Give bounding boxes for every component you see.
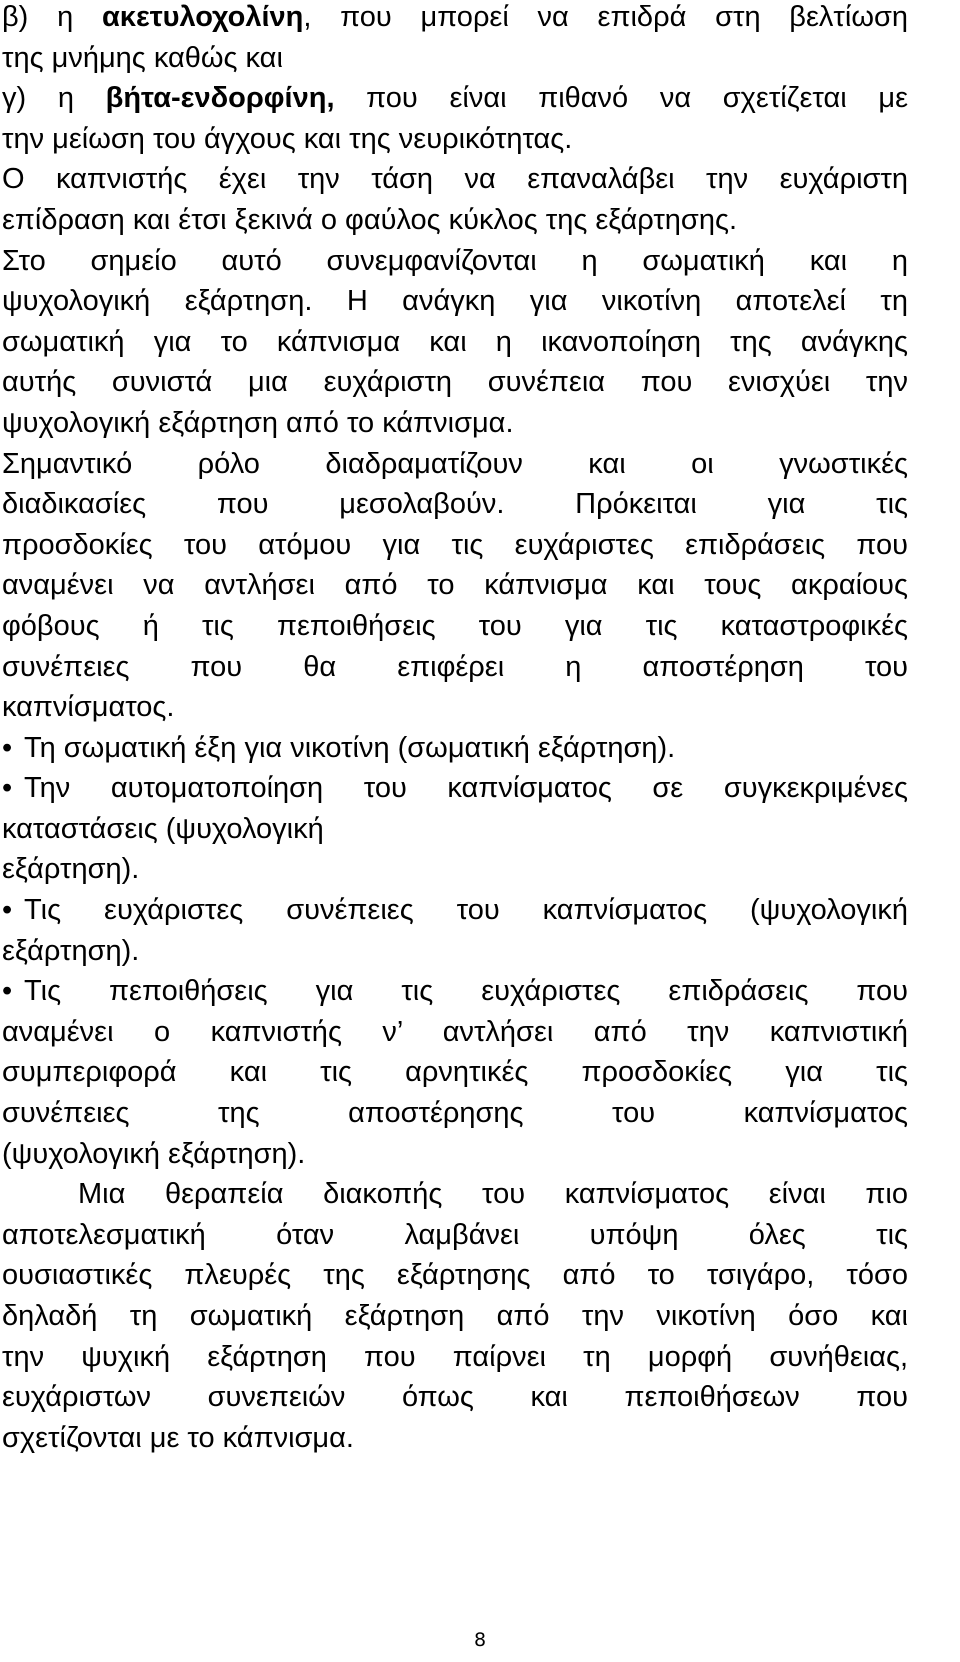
text-span: Τις πεποιθήσεις για τις ευχάριστες επιδράσεις που (24, 975, 908, 1008)
bullet-item (2, 728, 908, 769)
text-line (2, 728, 908, 769)
text-line: συνέπειες της αποστέρησης του καπνίσματος (2, 1097, 908, 1130)
text-span: Τις ευχάριστες συνέπειες του καπνίσματος (ψυχολογική (24, 894, 908, 927)
page-number: 8 (473, 1629, 487, 1651)
bold-term: ακετυλοχολίνη (101, 1, 304, 33)
text-line: προσδοκίες του ατόμου για τις ευχάριστες επιδράσεις που (2, 528, 908, 561)
text-span: β) η (2, 1, 102, 33)
text-line: ψυχολογική εξάρτηση. Η ανάγκη για νικοτίνη αποτελεί τη (2, 285, 908, 318)
text-line: ουσιαστικές πλευρές της εξάρτησης από το τσιγάρο, τόσο (2, 1259, 908, 1292)
bullet-item (2, 971, 908, 1174)
text-line (2, 971, 908, 1012)
paragraph-therapy (2, 1174, 908, 1458)
text-line: ευχάριστων συνεπειών όπως και πεποιθήσεων που (2, 1381, 908, 1414)
text-line: καπνίσματος. (2, 691, 175, 724)
paragraph-beta-endorphin (2, 78, 908, 159)
bold-term: βήτα-ενδορφίνη, (105, 82, 335, 115)
paragraph-acetylcholine (2, 0, 908, 78)
paragraph-vicious-cycle (2, 159, 908, 240)
text-line: σχετίζονται με το κάπνισμα. (2, 1421, 354, 1454)
text-line (2, 0, 908, 38)
text-line: καταστάσεις (ψυχολογική (2, 812, 324, 845)
text-line: δηλαδή τη σωματική εξάρτηση από την νικοτίνη όσο και (2, 1300, 908, 1332)
text-line: Σημαντικό ρόλο διαδραματίζουν και οι γνωστικές (2, 447, 908, 480)
text-span: γ) η (2, 82, 106, 115)
paragraph-dependence (2, 241, 908, 444)
bullet-marker-icon: • (2, 894, 13, 927)
text-line: την μείωση του άγχους και της νευρικότητας. (2, 122, 573, 155)
text-line: εξάρτηση). (2, 853, 140, 886)
text-span: Τη σωματική έξη για νικοτίνη (σωματική εξάρτηση). (24, 731, 676, 764)
text-line: (ψυχολογική εξάρτηση). (2, 1137, 306, 1170)
text-span: που είναι πιθανό να σχετίζεται με (334, 82, 908, 115)
text-line: την ψυχική εξάρτηση που παίρνει τη μορφή συνήθειας, (2, 1340, 908, 1373)
text-line: διαδικασίες που μεσολαβούν. Πρόκειται για τις (2, 488, 908, 521)
text-line (2, 78, 908, 119)
text-line: επίδραση και έτσι ξεκινά ο φαύλος κύκλος της εξάρτησης. (2, 203, 737, 236)
text-line: αυτής συνιστά μια ευχάριστη συνέπεια που ενισχύει την (2, 366, 908, 399)
text-line: συμπεριφορά και τις αρνητικές προσδοκίες για τις (2, 1056, 908, 1089)
text-span: , που μπορεί να επιδρά στη βελτίωση (303, 1, 908, 33)
text-line (2, 890, 908, 931)
document-body (2, 0, 908, 1458)
text-line: σωματική για το κάπνισμα και η ικανοποίηση της ανάγκης (2, 325, 908, 358)
bullet-marker-icon: • (2, 975, 13, 1008)
text-line: φόβους ή τις πεποιθήσεις του για τις καταστροφικές (2, 609, 908, 642)
bullet-marker-icon: • (2, 731, 13, 764)
text-line: Μια θεραπεία διακοπής του καπνίσματος είναι πιο (78, 1178, 908, 1211)
bullet-item (2, 768, 908, 890)
text-line (2, 768, 908, 809)
text-line: Ο καπνιστής έχει την τάση να επαναλάβει την ευχάριστη (2, 163, 908, 196)
text-line: αναμένει ο καπνιστής ν’ αντλήσει από την καπνιστική (2, 1015, 908, 1048)
text-line: συνέπειες που θα επιφέρει η αποστέρηση του (2, 650, 908, 683)
bullet-item (2, 890, 908, 971)
text-line: ψυχολογική εξάρτηση από το κάπνισμα. (2, 406, 514, 439)
bullet-marker-icon: • (2, 772, 13, 805)
paragraph-cognitive-processes (2, 444, 908, 728)
text-line: εξάρτηση). (2, 934, 140, 967)
text-line: της μνήμης καθώς και (2, 41, 283, 74)
text-line: αποτελεσματική όταν λαμβάνει υπόψη όλες τις (2, 1218, 908, 1251)
text-line: Στο σημείο αυτό συνεμφανίζονται η σωματική και η (2, 244, 908, 277)
text-span: Την αυτοματοποίηση του καπνίσματος σε συγκεκριμένες (24, 772, 908, 805)
text-line: αναμένει να αντλήσει από το κάπνισμα και τους ακραίους (2, 569, 908, 602)
